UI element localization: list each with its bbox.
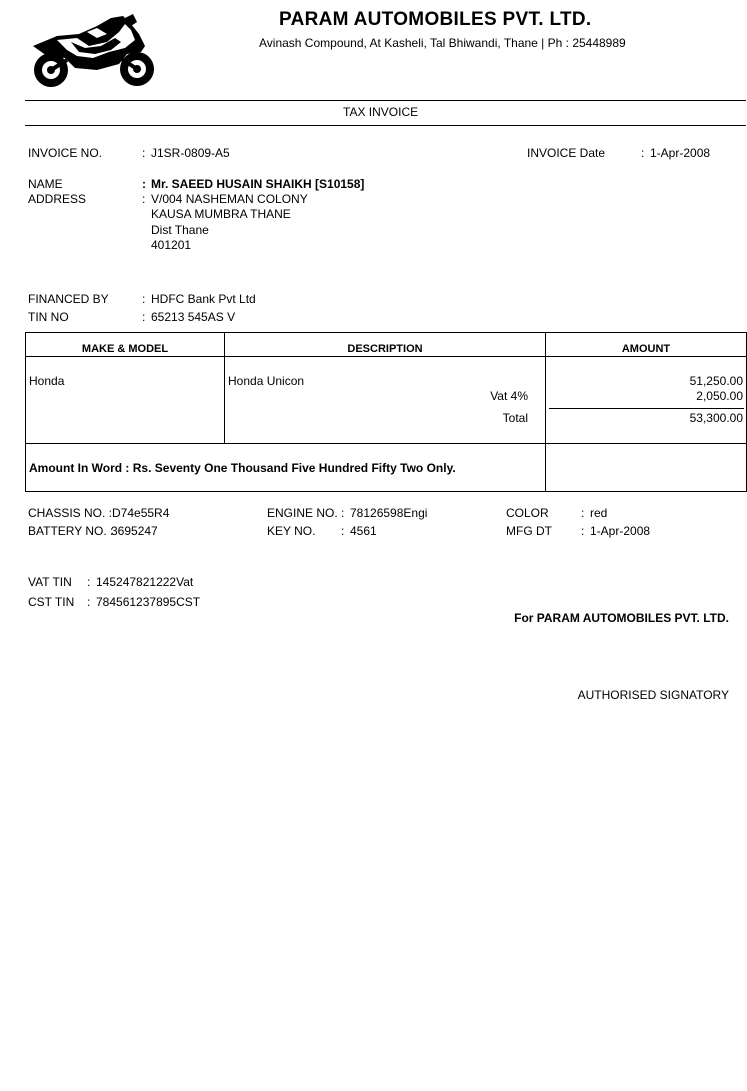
separator: : [581,506,585,520]
make-model: Honda [29,374,65,388]
company-name: PARAM AUTOMOBILES PVT. LTD. [279,9,592,30]
document-title: TAX INVOICE [343,105,419,119]
separator: : [87,575,91,589]
cst-tin: 784561237895CST [96,595,201,609]
motorcycle-icon [27,12,159,90]
invoice-date: 1-Apr-2008 [650,146,711,160]
description-header: DESCRIPTION [225,333,546,357]
separator: : [142,310,146,324]
amount: 51,250.00 [689,374,743,388]
divider [25,100,746,101]
address-line: 401201 [151,238,192,252]
separator: : [581,524,585,538]
description: Honda Unicon [228,374,305,388]
items-table [25,332,747,492]
amount-in-words: Amount In Word : Rs. Seventy One Thousand Five Hundred Fifty Two Only. [29,460,456,475]
color: red [590,506,608,520]
vat-amount: 2,050.00 [696,389,743,403]
tin-no: 65213 545AS V [151,310,236,324]
key-label: KEY NO. [267,524,316,538]
separator: : [142,292,146,306]
amount-in-words-blank [546,444,747,492]
for-company: For PARAM AUTOMOBILES PVT. LTD. [514,611,729,625]
tin-label: TIN NO [28,310,69,324]
table-header-row [26,333,747,357]
address-line: Dist Thane [151,223,209,237]
table-row [26,357,747,444]
color-label: COLOR [506,506,549,520]
amount-header: AMOUNT [546,333,747,357]
separator: : [87,595,91,609]
invoice-no: J1SR-0809-A5 [151,146,230,160]
vat-tin: 145247821222Vat [96,575,194,589]
total-label: Total [502,411,528,425]
address-line: V/004 NASHEMAN COLONY [151,192,308,206]
engine-label: ENGINE NO. : [267,506,345,520]
financed-by: HDFC Bank Pvt Ltd [151,292,256,306]
invoice-no-label: INVOICE NO. [28,146,103,160]
cst-tin-label: CST TIN [28,595,75,609]
name-label: NAME [28,177,63,191]
total-amount: 53,300.00 [689,411,743,425]
chassis-no: D74e55R4 [112,506,170,520]
address-label: ADDRESS [28,192,87,206]
vat-tin-label: VAT TIN [28,575,72,589]
mfg-label: MFG DT [506,524,552,538]
invoice-date-label: INVOICE Date [527,146,606,160]
divider [25,125,746,126]
battery-no: 3695247 [111,524,158,538]
total-rule [549,408,744,409]
key-no: 4561 [350,524,377,538]
separator: : [341,524,345,538]
address-line: KAUSA MUMBRA THANE [151,207,291,221]
company-address: Avinash Compound, At Kasheli, Tal Bhiwandi, Thane | Ph : 25448989 [259,36,626,50]
separator: : [142,192,146,206]
make-model-header: MAKE & MODEL [26,333,225,357]
engine-no: 78126598Engi [350,506,428,520]
separator: : [142,146,146,160]
separator: : [142,177,146,191]
authorised-signatory: AUTHORISED SIGNATORY [577,688,729,702]
separator: : [641,146,645,160]
battery-label: BATTERY NO. : [28,524,114,538]
vat-label: Vat 4% [490,389,528,403]
mfg-date: 1-Apr-2008 [590,524,651,538]
chassis-label: CHASSIS NO. : [28,506,113,520]
amount-in-words-row [26,444,747,492]
customer-name: Mr. SAEED HUSAIN SHAIKH [S10158] [151,177,365,191]
financed-by-label: FINANCED BY [28,292,109,306]
